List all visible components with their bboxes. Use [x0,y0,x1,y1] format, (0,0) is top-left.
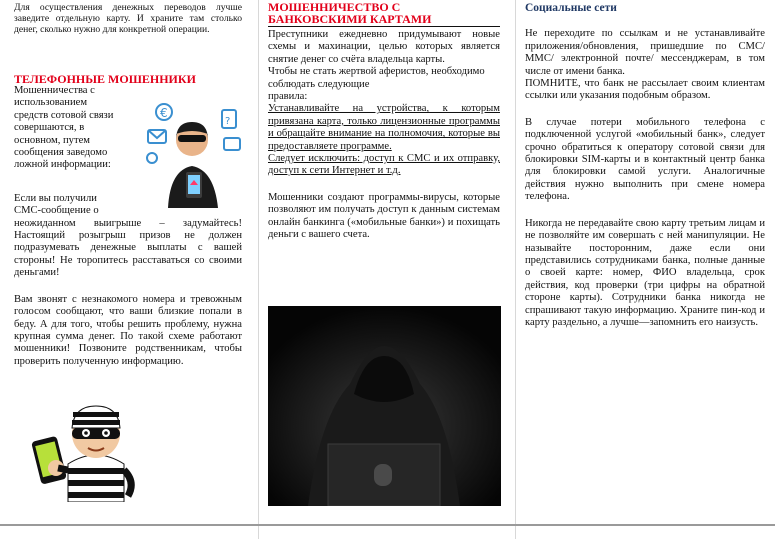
card-safety-paragraph: Никогда не передавайте свою карту третьим лицам и не позволяйте им совершать с ней манипуляции. Не называйте посторонним, даже если они представились сотрудниками банка, полные данные о своей карте: номер, ФИО владельца, срок действия, код проверки (три цифры на обратной стороне карты). Сотрудники банка никогда не спрашивают такую информацию. Храните пин-код и карту раздельно, а лучше—запомнить его наизусть. [525,217,765,328]
text-line: соблюдать следующие [268,78,370,90]
text-line: Если вы получили [14,192,97,204]
sms-warning-paragraph: неожиданном выигрыше – задумайтесь! Настоящий розыгрыш призов не должен подразумевать денежные выплаты с вашей стороны! Не торопитесь расставаться со своими деньгами! [14,217,242,279]
fraud-intro-block [14,85,132,172]
text-line: основном, путем [14,134,90,146]
svg-text:?: ? [225,116,231,127]
column-bank-card-fraud [268,0,500,242]
links-warning-paragraph: Не переходите по ссылкам и не устанавливайте приложения/обновления, пришедшие по СМС/ММС/ электронной почте/ мессенджерам, в том числе от имени банка. [525,28,765,77]
burglar-cartoon-with-phone [28,398,140,502]
section-heading: МОШЕННИЧЕСТВО С БАНКОВСКИМИ КАРТАМИ [268,0,432,26]
text-line: сообщения заведомо [14,147,108,159]
column-divider [258,0,259,539]
rule-licensed-software: Устанавливайте на устройства, к которым привязана карта, только лицензионные программы и обращайте внимание на полномочия, которые вы предоставляете программе. [268,103,500,152]
hooded-hacker-laptop-photo [268,306,501,506]
text-line: ложной информации: [14,159,111,171]
page-bottom-rule [0,524,775,526]
column-divider [515,0,516,539]
intro-paragraph: Преступники ежедневно придумывают новые схемы и махинации, целью которых является снятие денег со счёта владельца карты. [268,29,500,65]
text-line: средств сотовой связи [14,109,114,121]
text-line: совершаются, в [14,122,85,134]
column-social-networks [525,0,765,329]
virus-paragraph: Мошенники создают программы-вирусы, которые позволяют им получать доступ к данным системам онлайн банкинга («мобильные банки») и похищать деньги с вашего счета. [268,191,500,241]
relatives-scam-paragraph: Вам звонят с незнакомого номера и тревожным голосом сообщают, что ваши близкие попали в беду. А для того, чтобы решить проблему, нужна крупная сумма денег. По такой схеме работают мошенники! Позвоните родственникам, чтобы проверить полученную информацию. [14,293,242,367]
hacker-with-phone-illustration [140,100,244,210]
lost-phone-paragraph: В случае потери мобильного телефона с подключенной услугой «мобильный банк», следует срочно обратиться к оператору сотовой связи для блокировки SIM-карты и в контактный центр банка для блокировки самой услуги. Аналогичные действия нужно выполнить при смене номера телефона. [525,116,765,203]
bank-notice-paragraph: ПОМНИТЕ, что банк не рассылает своим клиентам ссылки или указания подобным образом. [525,78,765,102]
section-heading: ТЕЛЕФОННЫЕ МОШЕННИКИ [14,71,196,86]
text-line: Мошенничества с [14,85,95,97]
sms-intro-block [14,193,132,218]
text-line: использованием [14,97,88,109]
rule-restrict-access: Следует исключить: доступ к СМС и их отправку, доступ к сети Интернет и т.д. [268,153,500,177]
section-heading: Социальные сети [525,2,617,14]
text-line: СМС-сообщение о [14,205,99,217]
intro-paragraph: Для осуществления денежных переводов лучше заведите отдельную карту. И храните там столько денег, сколько нужно для конкретной операции. [14,2,242,36]
text-line: правила: [268,91,308,103]
text-line: Чтобы не стать жертвой аферистов, необходимо [268,66,485,78]
heading-rule [268,26,500,27]
svg-text:€: € [160,106,168,120]
